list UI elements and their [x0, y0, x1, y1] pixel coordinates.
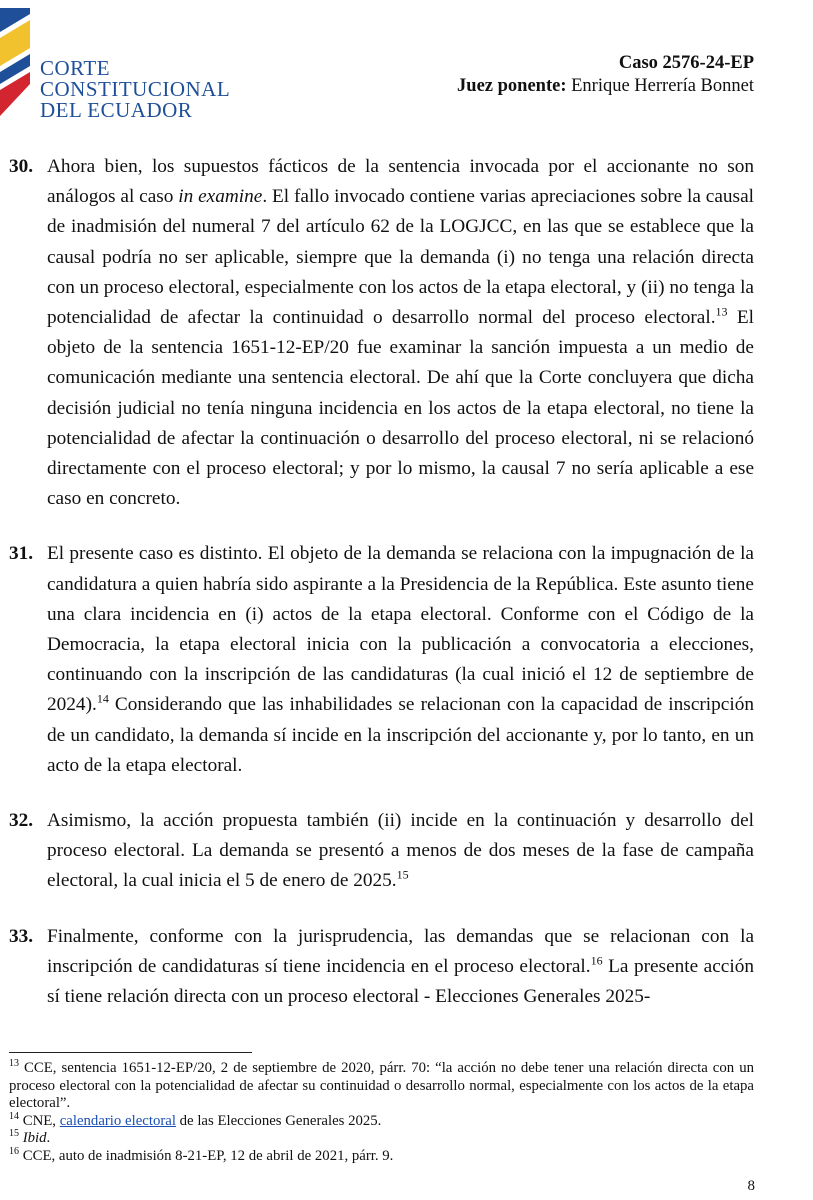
- footnote-text: CCE, auto de inadmisión 8-21-EP, 12 de abril de 2021, párr. 9.: [19, 1147, 394, 1164]
- paragraph-text: El objeto de la sentencia 1651-12-EP/20 fue examinar la sanción impuesta a un medio de comunicación mediante una sentencia electoral. De ahí que la Corte concluyera que dicha decisión judicial no tenía ninguna incidencia en los actos de la etapa electoral, no tiene la potencialidad de afectar la continuación o desarrollo del proceso electoral, ni se relacionó directamente con el proceso electoral; y por lo mismo, la causal 7 no sería aplicable a ese caso en concreto.: [47, 307, 754, 510]
- logo-line-1: CORTE: [40, 56, 111, 80]
- paragraph-text: . El fallo invocado contiene varias apreciaciones sobre la causal de inadmisión del numeral 7 del artículo 62 de la LOGJCC, en las que se establece que la causal podría no ser aplicable, siempre que la demanda (i) no tenga una relación directa con un proceso electoral, especialmente con los actos de la etapa electoral, y (ii) no tenga la potencialidad de afectar la continuidad o desarrollo normal del proceso electoral.: [47, 186, 754, 329]
- footnote-number: 16: [9, 1145, 19, 1157]
- paragraph-30: [9, 152, 754, 514]
- paragraph-text: Asimismo, la acción propuesta también (ii) incide en la continuación y desarrollo del proceso electoral. La demanda se presentó a menos de dos meses de la fase de campaña electoral, la cual inicia el 5 de enero de 2025.: [47, 810, 754, 892]
- paragraph-text: La presente acción sí tiene relación directa con un proceso electoral - Elecciones Generales 2025-: [47, 955, 754, 1008]
- logo-line-3: DEL ECUADOR: [40, 98, 193, 122]
- logo-text: [40, 58, 230, 121]
- paragraph-number: 33.: [9, 925, 34, 947]
- footnotes: [9, 1060, 754, 1165]
- paragraph-number: 31.: [9, 543, 34, 565]
- footnote-15: [9, 1130, 754, 1148]
- paragraph-text: El presente caso es distinto. El objeto de la demanda se relaciona con la impugnación de la candidatura a quien habría sido aspirante a la Presidencia de la República. Este asunto tiene una clara incidencia en (i) actos de la etapa electoral. Conforme con el Código de la Democracia, la etapa electoral inicia con la publicación a convocatoria a elecciones, continuando con la inscripción de las candidaturas (la cual inició el 12 de septiembre de 2024).: [47, 543, 754, 716]
- judge-label: Juez ponente:: [457, 76, 567, 96]
- footnote-ref: 15: [396, 868, 409, 883]
- document-body: [9, 152, 754, 1037]
- paragraph-number: 30.: [9, 156, 34, 177]
- case-header: [457, 52, 754, 98]
- italic-term: in examine: [178, 186, 263, 208]
- footnote-ref: 14: [96, 692, 109, 707]
- footnote-text: .: [46, 1130, 51, 1146]
- footnote-ref: 13: [715, 304, 728, 319]
- footnote-text: Ibid: [22, 1130, 47, 1146]
- footnote-text: de las Elecciones Generales 2025.: [175, 1112, 382, 1129]
- court-logo: [0, 8, 235, 120]
- paragraph-32: [9, 806, 754, 897]
- paragraph-33: [9, 922, 754, 1013]
- calendario-electoral-link[interactable]: calendario electoral: [59, 1112, 176, 1129]
- footnote-text: CNE,: [19, 1112, 60, 1129]
- footnote-number: 15: [9, 1128, 19, 1140]
- footnote-number: 14: [9, 1110, 19, 1122]
- footnote-ref: 16: [590, 953, 603, 968]
- case-number: Caso 2576-24-EP: [618, 53, 754, 73]
- page-number: 8: [747, 1178, 755, 1194]
- footnote-number: 13: [9, 1058, 19, 1070]
- footnote-text: CCE, sentencia 1651-12-EP/20, 2 de septiembre de 2020, párr. 70: “la acción no debe tener una relación directa con un proceso electoral con la potencialidad de afectar su continuidad o desarrollo normal, especialmente con los actos de la etapa electoral”.: [9, 1060, 754, 1111]
- paragraph-text: Ahora bien, los supuestos fácticos de la sentencia invocada por el accionante no son análogos al caso: [47, 156, 754, 208]
- footnote-16: [9, 1145, 754, 1166]
- paragraph-text: Considerando que las inhabilidades se relacionan con la capacidad de inscripción de un candidato, la demanda sí incide en la inscripción del accionante y, por lo tanto, en un acto de la etapa electoral.: [47, 694, 754, 776]
- paragraph-number: 32.: [9, 810, 34, 832]
- paragraph-text: Finalmente, conforme con la jurisprudencia, las demandas que se relacionan con la inscripción de candidaturas sí tiene incidencia en el proceso electoral.: [47, 925, 754, 977]
- footnote-14: [9, 1110, 754, 1131]
- logo-line-2: CONSTITUCIONAL: [40, 77, 231, 101]
- judge-name: Enrique Herrería Bonnet: [571, 76, 754, 96]
- paragraph-31: [9, 539, 754, 781]
- footnote-divider: [9, 1052, 252, 1053]
- judge-line: [457, 75, 754, 98]
- footnote-13: [9, 1060, 754, 1113]
